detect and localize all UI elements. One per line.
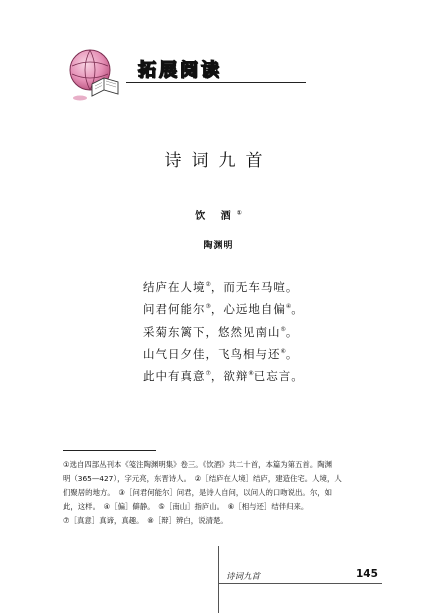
poem-body <box>143 275 304 387</box>
note-marker: ③ <box>205 303 211 311</box>
note-marker: ⑤ <box>280 325 286 333</box>
poem-text: 采菊东篱下，悠然见南山 <box>143 324 281 339</box>
note-marker: ② <box>205 281 211 288</box>
footnote-line: ⑦［真意］真谛，真趣。 ⑧［辩］辨白，说清楚。 <box>63 516 228 525</box>
section-title-underline <box>126 82 306 83</box>
footnote-rule <box>63 450 156 451</box>
footnote-line: 们聚居的地方。 ③［问君何能尔］问君，是诗人自问，以问人的口吻说出。尔，如 <box>63 488 332 497</box>
poem-line <box>143 275 304 297</box>
poem-text: ，欲辩 <box>210 369 249 384</box>
poem-line <box>143 342 304 364</box>
poem-text: 此中有真意 <box>143 369 206 384</box>
poem-title-note-marker: ① <box>236 209 242 217</box>
footnote-line: ①选自四部丛刊本《笺注陶渊明集》卷三。《饮酒》共二十首，本篇为第五首。陶渊 <box>63 460 332 469</box>
note-marker: ⑧ <box>248 370 254 378</box>
poem-text: 。 <box>285 346 299 361</box>
poem-text: 山气日夕佳，飞鸟相与还 <box>143 346 281 361</box>
poem-line <box>143 364 304 386</box>
poem-text: 。 <box>285 324 299 339</box>
section-title: 拓展阅读 <box>138 60 222 81</box>
poem-text: 问君何能尔 <box>143 302 206 317</box>
ball-with-open-book-icon <box>58 44 136 106</box>
note-marker: ⑦ <box>205 370 211 378</box>
footer-rule <box>218 583 382 584</box>
poem-text: 结庐在人境 <box>143 279 206 294</box>
poem-text: 已忘言。 <box>253 369 304 384</box>
running-head: 诗词九首 <box>226 572 261 582</box>
footer-vertical-rule <box>218 546 219 613</box>
poem-line <box>143 297 304 319</box>
poem-text: 。 <box>291 302 304 317</box>
note-marker: ④ <box>285 303 292 311</box>
section-header <box>58 44 258 106</box>
poem-text: ，而无车马喧。 <box>210 279 299 294</box>
poem-title-text: 饮 酒 <box>195 211 237 222</box>
poem-title <box>0 207 437 222</box>
note-marker: ⑥ <box>280 347 286 355</box>
footnote-line: 此，这样。 ④［偏］僻静。 ⑤［南山］指庐山。 ⑥［相与还］结伴归来。 <box>63 502 309 511</box>
poem-line <box>143 320 304 342</box>
footnote-line: 明（365—427），字元亮，东晋诗人。 ②［结庐在人境］结庐，建造住宅。人境，人 <box>63 474 342 483</box>
poem-text: ，心远地自偏 <box>210 302 286 317</box>
footnotes <box>63 458 383 528</box>
poem-author: 陶渊明 <box>203 241 234 251</box>
page-number: 145 <box>356 568 378 580</box>
group-title: 诗词九首 <box>164 151 273 171</box>
